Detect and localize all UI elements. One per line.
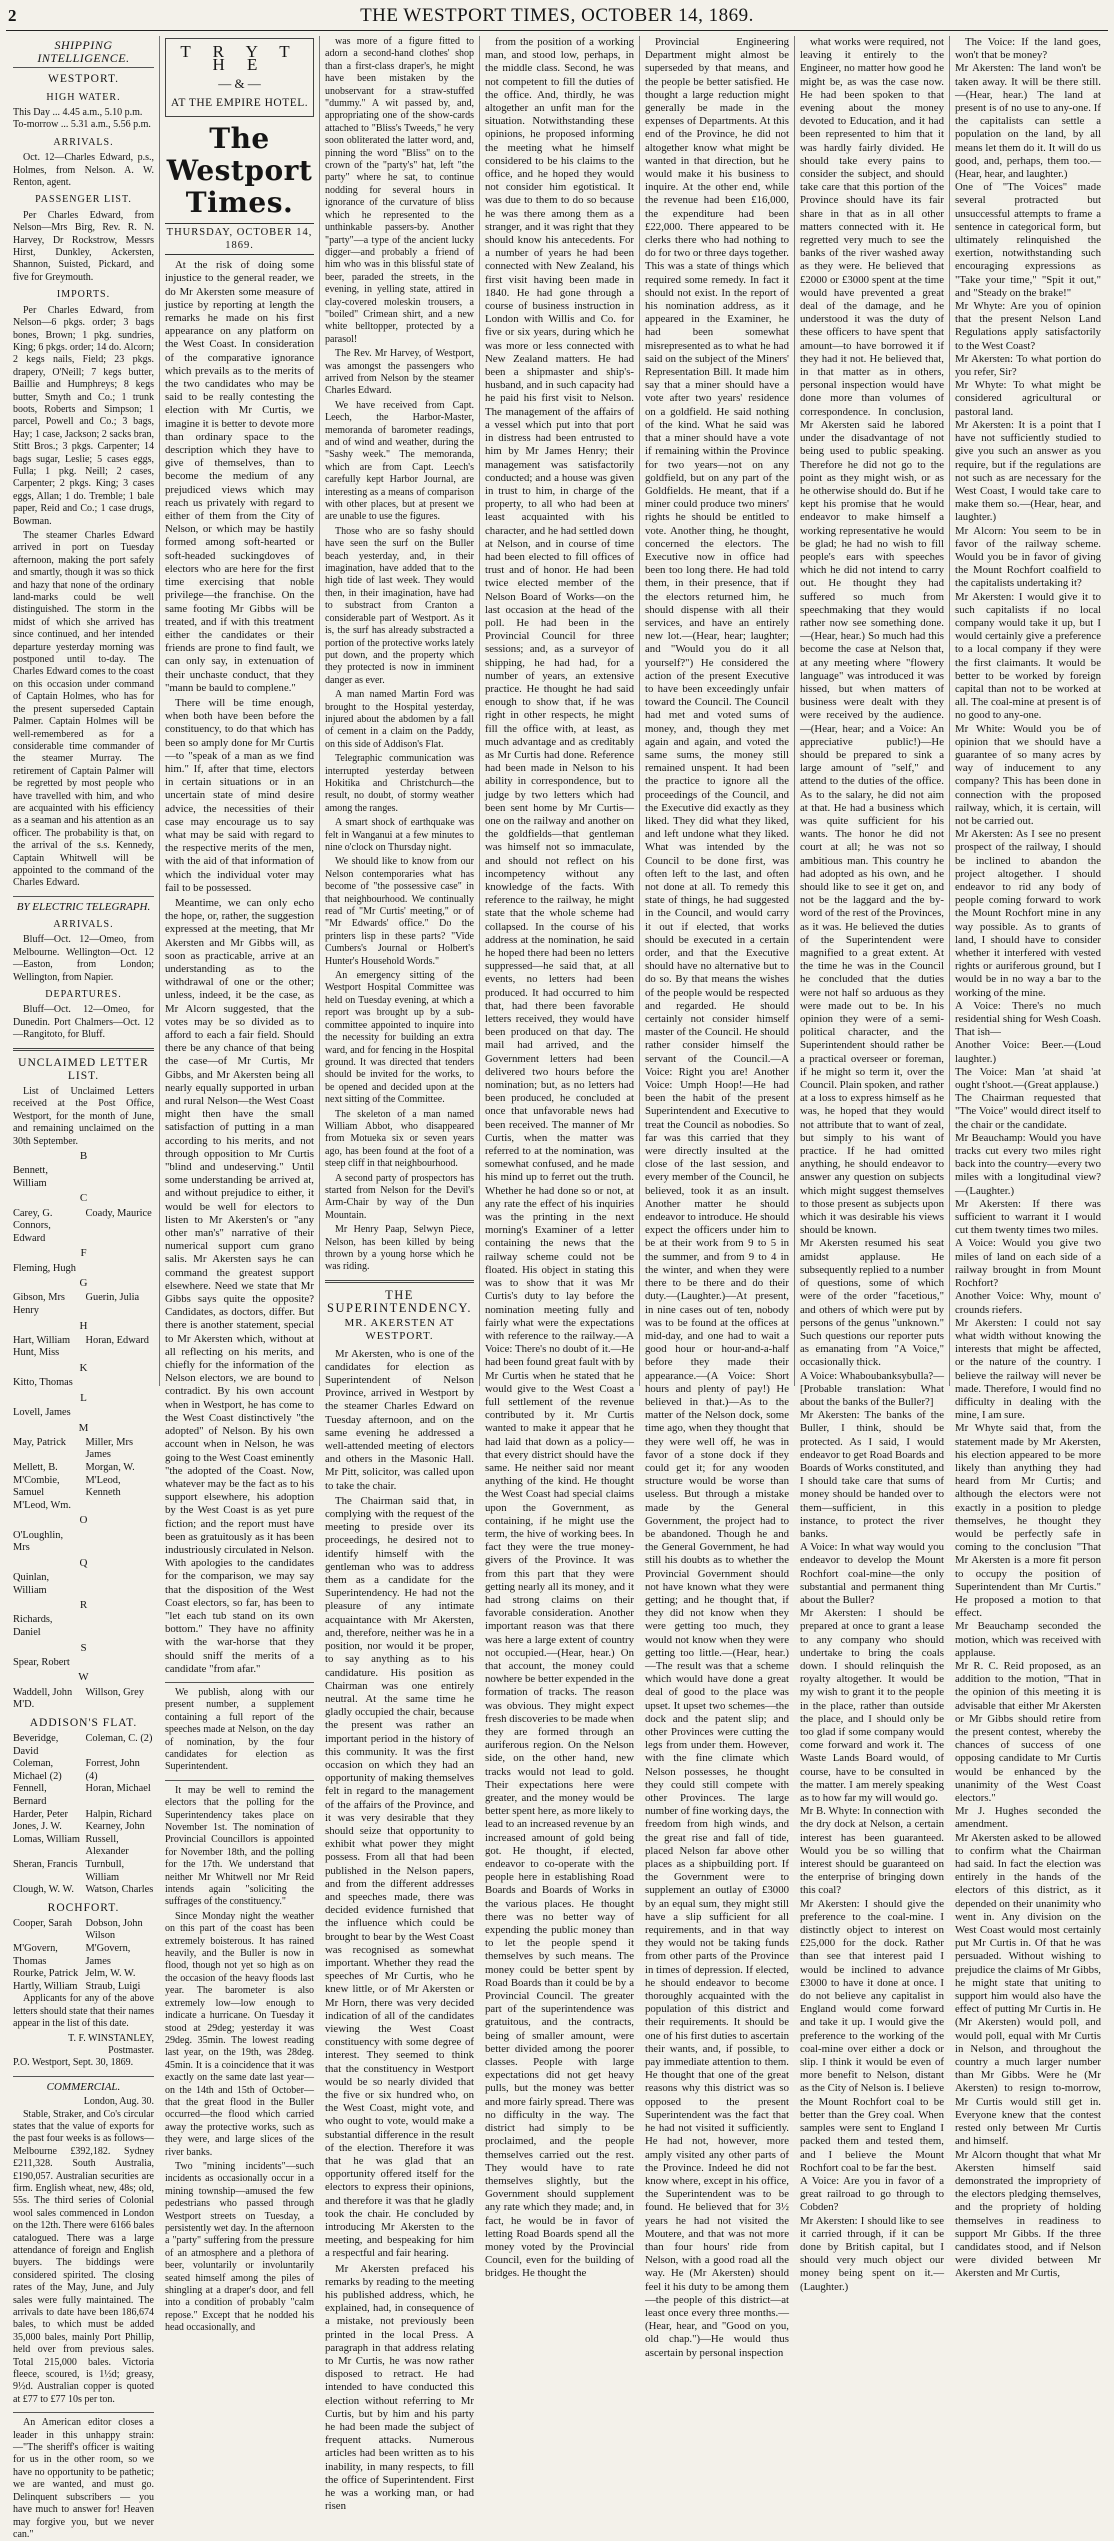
addressee-name: Willson, Grey [85,1686,144,1698]
letter-heading: R [79,1599,88,1612]
ad-ampersand: — & — [218,76,261,92]
unclaimed-title: UNCLAIMED LETTER LIST. [18,1056,149,1082]
page-header [6,4,1108,31]
news-p5: A man named Martin Ford was brought to the Hospital yesterday, injured about the abdomen by a fall of cement in a claim on the Paddy, on this side of Addison's Flat. [325,689,474,750]
letter-heading: O [79,1514,88,1527]
addressee-name [86,1407,155,1420]
addressee-name: Horan, Michael [85,1783,151,1795]
tide-times: This Day ... 4.45 a.m., 5.10 p.m. To-morrow ... 5.31 a.m., 5.56 p.m. [13,107,151,131]
masthead: THE WESTPORT TIMES, OCTOBER 14, 1869. [360,5,754,26]
letter-name-grid [13,1687,154,1712]
news-p6: Two "mining incidents"—such incidents as occasionally occur in a mining township—amused the few pedestrians who passed through Westport streets on Tuesday, a persistently wet day. In the afternoon a "party" suffering from the pressure of an atmosphere and a plethora of beer, voluntarily or involuntarily seated himself among the piles of shingling at a draper's door, and fell into a condition of probably "calm repose." Except that he nodded his head occasionally, and [165,2160,314,2334]
addressee-name: Coady, Maurice [85,1207,152,1219]
empire-hotel-ad [165,38,314,117]
page-number: 2 [8,6,17,25]
addressee-name: M'Combie, Samuel [13,1474,60,1499]
letter-heading: B [79,1150,88,1163]
addisons-list [13,1733,154,1897]
tel-departures-text: Bluff—Oct. 12—Omeo, for Dunedin. Port Chalmers—Oct. 12—Rangitoto, for Bluff. [13,1004,154,1041]
addressee-name: M'Govern, James [85,1943,131,1967]
addressee-name: Fennell, Bernard [13,1783,47,1807]
addressee-name: Forrest, John (4) [85,1758,140,1782]
addressee-name: Lovell, James [13,1407,71,1419]
letter-heading: F [80,1247,87,1260]
addressee-name [86,1220,155,1245]
addressee-name: Waddell, John M'D. [13,1686,73,1711]
addressee-name: Fleming, Hugh [13,1262,76,1274]
arrivals-heading: ARRIVALS. [53,136,114,148]
rochfort-title: ROCHFORT. [47,1901,120,1914]
news-p7: A smart shock of earthquake was felt in Wanganui at a few minutes to nine o'clock on Thursday night. [325,817,474,853]
letter-name-grid [13,1208,154,1246]
letter-name-grid [13,1657,154,1670]
letter-heading: W [78,1671,89,1684]
news-p6: Telegraphic communication was interrupted yesterday between Hokitika and Christchurch—the result, no doubt, of stormy weather among the ranges. [325,753,474,814]
addressee-name: Russell, Alexander [85,1833,129,1858]
letter-name-grid [13,1572,154,1597]
high-water-heading: HIGH WATER. [46,91,121,103]
news-p1: was more of a figure fitted to adorn a second-hand clothes' shop than a first-class draper's, he might have been mistaken by the unobservant for a straw-stuffed "dummy." A wit passed by, and, appropriating one of the show-cards attached to "Bliss's Tweeds," he very soon obliterated the latter word, and, pinning the word "Bliss" on to the crown of the "party's" hat, left "the party" where he sat, to continue nodding for several hours in ignorance of the curvature of bliss which he represented to the unthinkable passers-by. Another "party"—a type of the ancient lucky digger—and probably a friend of him who was in this blissful state of beer, paraded the streets, in the evening, in yelling state, attired in clay-covered moleskin trousers, a "boiled" Crimean shirt, and a new white belltopper, protected by a parasol! [325,36,474,345]
tel-arrivals-heading: ARRIVALS. [53,919,114,930]
addressee-name: Morgan, W. [85,1462,135,1474]
report-p14: The Chairman said that, in complying with the request of the meeting to preside over its proceedings, he desired not to identify himself with the gentleman who was to address them as a candidate for the Superintendency. He had not the pleasure of any intimate acquaintance with Mr Akersten, and, therefore, neither was he in a position, nor would it be proper, to say anything as to his candidature. His position as Chairman was one entirely neutral. At the same time he gladly occupied the chair, because the present was rather an important period in the history of this community. It was the first occasion on which they had an opportunity of making themselves felt in regard to the management of the affairs of the Province, and it was very desirable that they should seize that opportunity to exhibit what power they might possess. From all that had been published in the Nelson papers, and from the different addresses and speeches made, there was decided evidence furnished that the influence which could be brought to bear by the West Coast was recognised as somewhat important. Whether they read the speeches of Mr Curtis, who he knew little, or of Mr Akersten or Mr Horn, there was very decided indication of all of the candidates viewing the West Coast constituency with some degree of interest. They seemed to think that the constituency in Westport would be so nearly divided that the five or six hundred who, on the West Coast, might vote, and who ought to vote, would make a substantial difference in the result of the election. Therefore it was that he was glad that an opportunity offered itself for the electors to express their opinions, and therefore it was that he gladly took the chair. He concluded by introducing Mr Akersten to the meeting, and bespeaking for him a respectful and fair hearing. [325,1494,474,2260]
letter-name-grid [13,1335,154,1360]
signature-date: P.O. Westport, Sept. 30, 1869. [13,2057,134,2069]
addressee-name [86,1572,155,1597]
news-p8: We should like to know from our Nelson contemporaries what has become of "the possessive case" in that neighbourhood. We continually read of "Mr Curtis' meeting," or of "Mr Edwards' office." Do the printers lisp in these parts? "Vide Cumbers's Journal or Holbert's Hunter's Household Words." [325,856,474,967]
addressee-name: Horan, Edward [85,1334,149,1346]
ad-try-text: T R Y T H E [180,42,299,75]
editorial-p1: At the risk of doing some injustice to the general reader, we do Mr Akersten some measure of justice by reporting at length the remarks he made on his first appearance on any platform on the West Coast. In consideration of the comparative ignorance which prevails as to the merits of the two candidates who may be said to be really contesting the election with Mr Curtis, we imagine it is better to devote more than ordinary space to the description which they have to give of themselves, than to become the medium of any prejudiced views which may reach us privately with regard to either of them from the City of Nelson, or which may be hastily formed among soft-hearted or soft-headed suckingdoves of electors who are here for the first time exercising that noble privilege—the franchise. On the same footing Mr Gibbs will be treated, and if with this treatment either the candidates or their friends are prone to find fault, we can only say, in extenuation of their unchaste conduct, that they "mann be bauld to complene." [165,259,314,694]
letter-heading: H [79,1319,88,1332]
editor-paragraph: An American editor closes a leader in this unhappy strain:—"The sheriff's officer is waiting for us in the other room, so we have no opportunity to be pathetic; we are wanted, and must go. Delinquent subscribers — you have much to answer for! Heaven may forgive you, but we never can." [13,2417,154,2540]
news-p10: The skeleton of a man named William Abbot, who disappeared from Motueka six or seven years ago, has been found at the foot of a steep cliff in that neighbourhood. [325,1108,474,1170]
report-p13: Mr Akersten, who is one of the candidates for election as Superintendent of Nelson Province, arrived in Westport by the steamer Charles Edward on Tuesday afternoon, and on the same evening he addressed a well-attended meeting of electors and others in the Masonic Hall. Mr Pitt, solicitor, was called upon to take the chair. [325,1347,474,1492]
addressee-name: Gibson, Mrs Henry [13,1292,65,1317]
letter-name-grid [13,1263,154,1276]
tel-departures-heading: DEPARTURES. [45,989,122,1001]
news-p4: Those who are so fashy should have seen the surf on the Buller beach yesterday, and, in their imagination, have added that to the high tide of last week. They would then, in their imagination, have had to substract from Cranton a considerable part of Westport. As it is, the surf has already substracted a portion of the protective works lately put down, and the property which they protected is now in imminent danger as ever. [325,525,474,686]
superintendency-heading: THE SUPERINTENDENCY. [327,1287,472,1316]
arrivals-text: Oct. 12—Charles Edward, p.s., Holmes, from Nelson. A. W. Renton, agent. [13,152,154,189]
news-p2: The Rev. Mr Harvey, of Westport, was amongst the passengers who arrived from Nelson by the steamer Charles Edward. [325,348,474,397]
addressee-name: Hartly, William [13,1980,78,1992]
addressee-name: Sheran, Francis [13,1858,78,1870]
addressee-name: Halpin, Richard [85,1808,152,1820]
report-continued-5: Provincial Engineering Department might almost be superseded by that means, and the people be better satisfied. He thought a large reduction might generally be made in the expenses of Departments. At this end of the Province, he did not altogether know what might be wanted in that direction, but he would make it his business to inquire. At the other end, while the revenue had been £16,000, the expenditure had been £22,000. There appeared to be clerks there who had nothing to do for two or three days together. This was a state of things which required some remedy. In fact it should not exist. In the report of his nomination address, as it appeared in the Examiner, he had been somewhat misrepresented as to what he had said on the subject of the Miners' Representation Bill. It made him say that a miner should have a vote after two years' residence on a goldfield. He said nothing of the kind. What he said was that a miner should have a vote if remaining within the Province for two years—not on any goldfield, but on any part of the Goldfields. He meant, that if a miner could produce two miners' rights he should be entitled to vote. Another thing, he thought, concerned the electors. The Executive now in office had been too long there. He had told them, in their presence, that if the electors returned him, he should dispense with all their services, and have an entirely new lot.—(Hear, hear; laughter; and "Would you do it all yourself?") He considered the action of the present Executive to have been exceedingly unfair toward the Council. The Council had met and voted sums of money, and, though they met again and again, and voted the same sums, the money still remained unspent. It had been the practice to ignore all the proceedings of the Council, and the Executive did exactly as they liked. They did what they liked, and left undone what they liked. What was intended by the Council to be done first, was often left to the last, and often not done at all. To remedy this state of things, he had suggested in the Council, and would carry it out if elected, that works should be executed in a certain order, and that the Executive should have no alternative but to do so. By that means the wishes of the people would be respected and regarded. He should certainly not consider himself master of the Council. He should rather consider himself the servant of the Council.—A Voice: Right you are! Another Voice: Umph Hoop!—He had been the habit of the present Superintendent and Executive to treat the Council as nobodies. So far was this carried that they were directly insulted at the close of the last session, and every member of the Council, he believed, took it as an insult. Another matter he should endeavor to introduce. He should expect the officers under him to be at their work from 9 to 5 in the summer, and from 9 to 4 in the winter, and when they were there to be there and do their duty.—(Laughter.)—At present, in nine cases out of ten, nobody was to be found at the offices at mid-day, and one had to wait a good hour or hour-and-a-half before they made their appearance.—(A Voice: Short hours and plenty of pay!) He believed in that.)—As to the matter of the Nelson dock, some time ago, when they thought that they were well off, he was in favor of a stone dock if they could get it; for any wooden structure would be worse than useless. But through a mistake made by the General Government, the project had to be abandoned. Though he and the General Government, he had still his doubts as to whether the Provincial Government should not have known what they were getting; and he thought that, if they did not know when they were getting too much, they would not know when they were getting too little.—(Hear, hear.)—The result was that a scheme which would have done a great deal of good to the place was upset. It upset two schemes—the dock and the patent slip; and other Provinces were cutting the legs from under them. However, with the fine climate which Nelson possesses, he thought they could still compete with other Provinces. The large number of fine working days, the freedom from high winds, and the great rise and fall of tide, placed Nelson far above other places as a shipbuilding port. If the Government were to supplement an outlay of £3000 by an equal sum, they might still have a slip sufficient for all requirements, and in that way they would not be taking funds from other parts of the Province in times of depression. If elected, he should endeavor to become thoroughly acquainted with the population of this district and their requirements. It should be one of his first duties to ascertain their wants, and, if possible, to pay immediate attention to them. He thought that one of the great reasons why this district was so opposed to the present Superintendent was the fact that he had not visited it sufficiently. He had not, however, more amply visited any other parts of the Province. Indeed he did not know where, except in his office, the Superintendent was to be found. He believed that for 3½ years he had not visited the Moutere, and that was not more than four hours' ride from Nelson, with a good road all the way. He (Mr Akersten) should feel it his duty to be among them—the people of this district—at least once every three months.—(Hear, hear, and "Good on you, old chap.")—He would thus ascertain by personal inspection [645,36,789,2359]
ad-hotel-text: AT THE EMPIRE HOTEL. [170,96,309,109]
addressee-name [86,1657,155,1670]
column-1 [8,36,160,2540]
addisons-title: ADDISON'S FLAT. [29,1716,138,1729]
addressee-name: Coleman, C. (2) [85,1732,153,1744]
telegraph-title: BY ELECTRIC TELEGRAPH. [16,900,151,913]
addressee-name: M'Leod, Kenneth [85,1474,121,1499]
report-continued-6: what works were required, not leaving it entirely to the Engineer, no matter how good he might be, as was the case now. He had been spoken to that evening about the money devoted to Education, and it had been represented to him that it was hardly fairly divided. He should take every pains to consider the subject, and should take care that this portion of the Province should have its fair share in that as in all other matters connected with it. He regretted very much to see the banks of the river washed away as they were. He believed that £2000 or £3000 spent at the time would have prevented a great deal of the damage, and he understood it was the duty of these officers to have spent that amount—to have borrowed it if they had it not. He believed that, in that matter as in others, personal inspection would have done more than volumes of correspondence. In conclusion, Mr Akersten said he labored under the disadvantage of not being used to public speaking. Therefore he did not go to the point as they might wish, or as he otherwise should do. But if he kept his promise that he would endeavor to make himself a working representative he would be glad; he had no wish to fill people's ears with speeches which he did not intend to carry out. He thought they had suffered so much from speechmaking that they would rather now see something done.—(Hear, hear.) So much had this become the case at Nelson that, at any meeting where "flowery language" was introduced it was hissed, but when matters of business were dealt with they were received by the audience.—(Hear, hear; and a Voice: An appreciative public!)—He should be prepared to sink a large amount of "self," and attend to the duties of the office. As to the salary, he did not aim at that. He had a business which was quite sufficient for his wants. The honor he did not court at all; he was not so ambitious man. This country he had adopted as his own, and he should like to see it get on, and not be the laggard and the by-word of the rest of the Provinces, as it was. He believed the duties of the Superintendent were magnified to a great extent. At the time he was in the Council he concluded that the duties were not half so arduous as they were made out to be. In his opinion they were of a semi-political character, and the Superintendent should rather be a practical overseer or foreman, if he might so term it, over the Council. Plain spoken, and rather at a loss to express himself as he was, he hoped that they would not attribute that to want of zeal, but simply to his want of practice. If he had omitted anything, he should endeavor to answer any question on subjects which might suggest themselves to those present as subjects upon which it was desirable his views should be known. Mr Akersten resumed his seat amidst applause. He subsequently replied to a number of questions, some of which were of the order "facetious," and others of which were put by persons of the genus "unknown." Such questions our reporter puts as emanating from "A Voice," occasionally thick. A Voice: Whaboubanksybulla?—[Probable translation: What about the banks of the Buller?] Mr Akersten: The banks of the Buller, I think, should be protected. As I said, I would endeavor to get Road Boards and Boards of Works constituted, and I should take care that sums of money should be handed over to them—sufficient, in this instance, to protect the river banks. A Voice: In what way would you endeavor to develop the Mount Rochfort coal-mine—the only substantial and permanent thing about the Buller? Mr Akersten: I should be prepared at once to grant a lease to any company who should undertake to bring the coals down. I should relinquish the royalty altogether. It would be my wish to grant it to the people in the place, rather than outside the place, and I should only be too glad if some company would come forward and work it. The Waste Lands Board would, of course, have to be consulted in the matter. I am merely speaking as to how far my will would go. Mr B. Whyte: In connection with the dry dock at Nelson, a certain interest has been guaranteed. Would you be so willing that interest should be guaranteed on the enterprise of bringing down this coal? Mr Akersten: I should give the preference to the coal-mine. I distinctly object to interest on £25,000 for the dock. Rather than see that interest paid I would be inclined to advance £3000 to have it done at once. I do not believe any capitalist in England would come forward and take it up. I would give the preference to the working of the coal-mine over either a dock or slip. I think it would be even of more benefit to Nelson, distant as the City of Nelson is. I believe the Mount Rochfort coal to be better than the Grey coal. When samples were sent to England I packed them and tested them, and I believe the Mount Rochfort coal to be far the best. A Voice: Are you in favor of a great railroad to go through to Cobden? Mr Akersten: I should like to see it carried through, if it can be done by British capital, but I should very much object our money being spent on it.—(Laughter.) [800,36,944,2293]
columns [8,36,1106,2540]
addressee-name: Spear, Robert [13,1656,70,1668]
paper-title: The Westport Times. [166,121,313,219]
letter-name-grid [13,1165,154,1190]
applicants-note: Applicants for any of the above letters should state that their names appear in the list of this date. [13,1993,154,2030]
passenger-text: Per Charles Edward, from Nelson—Mrs Birg, Rev. R. N. Harvey, Dr Rockstrow, Messrs Hirst, Dunkley, Ackersten, Shannon, Suisted, Pickard, and five for Greymouth. [13,209,154,283]
addressee-name: Miller, Mrs James [85,1436,133,1461]
addressee-name [86,1530,155,1555]
letter-heading: C [79,1192,88,1205]
report-p15: Mr Akersten prefaced his remarks by reading to the meeting his published address, which, he explained, had, in consequence of a mistake, not previously been printed in the local Press. A paragraph in that address relating to Mr Curtis, he was now rather disposed to retract. He had intended to have conducted this election without referring to Mr Curtis, but by him and his party he had been made the subject of frequent attacks. Numerous articles had been written as to his inability, in many respects, to fill the office of Superintendent. First he was a working man, or had risen [325,2262,474,2513]
editorial-p2: There will be time enough, when both have been before the constituency, to do that which has been so amply done for Mr Curtis—to "speak of a man as we find him." If, after that time, electors in certain situations or in an uncertain state of mind desire advice, the necessities of their case may encourage us to say what may be said with regard to the respective merits of the men, with the aid of that information of which the individual voter may fail to be possessed. [165,696,314,894]
news-p4: It may be well to remind the electors that the polling for the Superintendency takes place on November 1st. The nomination of Provincial Councillors is appointed for November 18th, and the polling for the 17th. We understand that neither Mr Whitwell nor Mr Reid intends again "soliciting the suffrages of the constituency." [165,1784,314,1908]
column-2 [160,36,320,2334]
akersten-subheading: MR. AKERSTEN AT WESTPORT. [344,1317,455,1343]
news-p12: Mr Henry Paap, Selwyn Piece, Nelson, has been killed by being thrown by a young horse which he was riding. [325,1224,474,1273]
shipping-title: SHIPPING INTELLIGENCE. [13,39,154,68]
addressee-name [86,1377,155,1390]
letter-name-grid [13,1377,154,1390]
report-continued-4: from the position of a working man, and stood low, perhaps, in the middle class. Second, he was not competent to fill the duties of the office. And, thirdly, he was altogether an unfit man for the situation. Notwithstanding these opinions, he proposed informing the meeting what he himself considered to be his claims to the office, and he hoped they would not consider him egotistical. It was due to them to do so because he was there among them as a stranger, and it was right that they should know his antecedents. For a number of years he had been connected with New Zealand, his first visit having been made in 1840. He had gone through a course of business instruction in London with Willis and Co. for five or six years, during which he was more or less connected with New Zealand matters. He had been a shipmaster and ship's-husband, and in such capacity had he paid his first visit to Nelson. The management of the affairs of a vessel which put into that port in distress had been entrusted to him by Mr James Henry; their management was satisfactorily conducted; and a house was given in trust to him, in charge of the property, to all who had been at least acquainted with his character, and he had settled down at Nelson, and in course of time had been elected to fill offices of trust and of honor. He had been twice elected member of the Nelson Board of Works—on the last occasion at the head of the poll. He had been in the Provincial Council for three sessions; and, as a surveyor of shipping, he had had, for a number of years, an extensive practice. He thought he had said enough to show that, if he was right in other respects, he might fill the office with, at least, as much advantage and as creditably as Mr Curtis had done. Reference had been made in Nelson to his ability in correspondence, but to judge by two letters which had been sent home by Mr Curtis—one on the railway and another on the goldfields—that gentleman was himself not so immaculate, and should not reflect on his incompetency without any knowledge of the facts. With reference to the railway, he might state that the whole scheme had collapsed. In the course of his address at the nomination, he said he hoped there had been no letters suppressed—he said that, at all events, no letters had been produced. It had occurred to him that, had there been favorable letters received, they would have been produced on that day. The mail had arrived, and the Government letters had been delivered two hours before the nomination; but, as no letters had been produced, he concluded at once that unfavorable news had been received. The manner of Mr Curtis, when the matter was referred to at the nomination, was somewhat confused, and he made his mind up to ferret out the truth. Whether he had done so or not, at any rate the effect of his inquiries was the printing in the next morning's Examiner of a letter containing the news that the railway scheme could not be floated. His object in stating this was to show that it was Mr Curtis's duty to lay before the nomination meeting fully and fairly what were the expectations with reference to the railway.—A Voice: There's no doubt of it.—He had been found great fault with by Mr Curtis when he stated that he would give to the West Coast a full settlement of the revenue contributed by it. Mr Curtis wanted to make it appear that he had laid that down as a policy—that every district should have the same. He neither said nor meant anything of the kind. He thought the West Coast had special claims upon the Government, as containing, if he might use the term, the hive of working bees. In fact they were the true money-givers of the Province. It was from this part that they were getting nearly all its money, and it had strong claims on their favorable consideration. Another important reason was that there was here a large extent of country not occupied.—(Hear, hear.) On that account, the money could nowhere be better expended in the formation of tracks. The reason was obvious. They might expect fresh discoveries to be made when they are formed through an auriferous region. On the Nelson side, on the other hand, new tracks would not lead to gold. Their expectations here were greater, and the money would be better spent here, as more likely to lead to an increased revenue by an increased amount of gold being got. He thought, if elected, endeavor to co-operate with the people here in establishing Road Boards and Boards of Works in the various places. He thought there was no better way of expending the public money than to let the people spend it themselves by such means. The money could be better spent by Road Boards than it could be by a Provincial Council. The greater part of the superintendence was gratuitous, and the contracts, being of smaller amount, were better divided among the poorer classes. People with large expectations did not get heavy pulls, but the money was better and more fairly spread. There was no difficulty in the way. The district had simply to be proclaimed, and the people themselves carried out the rest. They would have to rate themselves slightly, but the Government should supplement any rate which they made; and, in fact, he would be in favor of letting Road Boards spend all the money voted by the Provincial Council, even for the building of bridges. He thought the [485,36,635,2280]
column-5 [640,36,795,2359]
addressee-name: Kearney, John [85,1821,145,1833]
news-p3: We have received from Capt. Leech, the Harbor-Master, memoranda of barometer readings, and of wind and weather, during the "Sashy week." The memoranda, which are from Capt. Leech's carefully kept Harbor Journal, are interesting as a means of comparison with other places, but at present we are unable to use the figures. [325,399,474,523]
addressee-name: M'Govern, Thomas [13,1943,58,1967]
addressee-name: Jelm, W. W. [85,1968,136,1980]
addressee-name: Watson, Charles [85,1884,154,1896]
news-p11: A second party of prospectors has started from Nelson for the Devil's Arm-Chair by way of the Dun Mountain. [325,1172,474,1221]
addressee-name: Carey, G. [13,1207,53,1219]
news-p5: Since Monday night the weather on this part of the coast has been extremely boisterous. It has rained heavily, and the Buller is now in flood, though not yet so high as on the occasion of the heavy floods last year. The barometer is also extremely low—low enough to indicate a hurricane. On Tuesday it stood at 29deg; yesterday it was 29deg. 35min. The lowest reading last year, on the 19th, was 28deg. 45min. It is a coincidence that it was exactly on the same date last year—on the 14th and 15th of October—that the great flood in the Buller occurred—the flood which carried away the protective works, such as they were, and large slices of the river banks. [165,1910,314,2158]
letter-name-grid [13,1407,154,1420]
addressee-name: Dobson, John Wilson [85,1917,143,1942]
commercial-dateline: London, Aug. 30. [83,2096,154,2108]
addressee-name: Lomas, William [13,1833,80,1845]
addressee-name: Hunt, Miss [13,1347,60,1359]
letter-heading: L [80,1391,87,1404]
issue-dateline: THURSDAY, OCTOBER 14, 1869. [165,223,314,255]
news-p9: An emergency sitting of the Westport Hospital Committee was held on Tuesday evening, at which a report was brought up by a sub-committee appointed to inquire into the necessity for building an extra ward, and for fencing in the Hospital ground. It was directed that tenders should be invited for the works, to be opened and decided upon at the next sitting of the Committee. [325,970,474,1106]
addressee-name: Hart, William [13,1334,71,1346]
letter-heading: K [79,1362,88,1375]
column-6 [795,36,950,2293]
tel-arrivals-text: Bluff—Oct. 12—Omeo, from Melbourne. Wellington—Oct. 12—Easton, from London; Wellington, from Napier. [13,934,154,983]
commercial-text: Stable, Straker, and Co's circular states that the value of exports for the past four weeks is as follows—Melbourne £392,182. Sydney £211,328. South Australia, £190,057. Australian securities are firm. English wheat, new, 48s; old, 55s. The third series of Colonial wool sales commenced in London on the 12th. There were 6166 bales catalogued. There was a large attendance of foreign and English buyers. The biddings were considered spirited. The closing rates of the May, June, and July sales were fully maintained. The arrivals to date have been 186,674 bales, to which must be added 35,000 bales, mainly Port Phillip, held over from previous sales. Total 215,000 bales. Victoria fleece, scoured, is 1½d; greasy, 9½d. Australian copper is quoted at £77 to £77 10s per ton. [13,2108,154,2405]
passenger-heading: PASSENGER LIST. [35,194,132,206]
unclaimed-intro: List of Unclaimed Letters received at the Post Office, Westport, for the month of June, and remaining unclaimed on the 30th September. [13,1086,154,1147]
addressee-name [86,1500,155,1513]
column-3 [320,36,480,2513]
addressee-name: Connors, Edward [13,1220,51,1244]
report-continued-7: The Voice: If the land goes, won't that be money? Mr Akersten: The land won't be taken away. It will be there still.—(Hear, hear.) The land at present is of no use to any-one. If the capitalists can settle a population on the land, by all means let them do it. It will do us good, and, perhaps, them too.—(Hear, hear, and laughter.) One of "The Voices" made several protracted but unsuccessful attempts to frame a sentence in categorical form, but ultimately relinquished the exertion, notwithstanding such encouraging expressions as "Take your time," "Spit it out," and "Steady on the brake!" Mr Whyte: Are you of opinion that the present Nelson Land Regulations apply satisfactorily to the West Coast? Mr Akersten: To what portion do you refer, Sir? Mr Whyte: To what might be considered agricultural or pastoral land. Mr Akersten: It is a point that I have not sufficiently studied to give you such an answer as you require, but if the regulations are not such as are necessary for the West Coast, I would take care to make them so.—(Hear, hear, and laughter.) Mr Alcorn: You seem to be in favor of the railway scheme. Would you be in favor of giving the Mount Rochfort coalfield to the capitalists undertaking it? Mr Akersten: I would give it to such capitalists if no local company would take it up, but I would certainly give a preference to a local company if they were the first claimants. It would be better to be worked by foreign capital than not to be worked at all. The coal-mine at present is of no good to any-one. Mr White: Would you be of opinion that we should have a guarantee of so many acres by way of inducement to any company? This has been done in connection with the proposed railway, which, it is certain, will not be carried out. Mr Akersten: As I see no present prospect of the railway, I should be inclined to abandon the project altogether. I should endeavor to rid any body of people coming forward to work the Mount Rochfort mine in any way possible. As to grants of land, I should have to consider whether it interfered with vested rights or auriferous ground, but I would be in no way a bar to the working of the mine. A Voice: There's no much residential shing for Wesh Coash. That ish— Another Voice: Beer.—(Loud laughter.) The Voice: Man 'at shaid 'at ought t'shoot.—(Great applause.) The Chairman requested that "The Voice" would direct itself to the chair or the candidate. Mr Beauchamp: Would you have tracks cut every two miles right back into the country—every two miles with a longitudinal view?—(Laughter.) Mr Akersten: If there was sufficient to warrant it I would cut them twenty times two miles. A Voice: Would you give two miles of land on each side of a railway brought in from Mount Rochfort? Another Voice: Why, mount o' crounds riefers. Mr Akersten: I could not say what width without knowing the interests that might be affected, or the nature of the country. I believe the railway will never be made. Therefore, I would find no difficulty in dealing with the mine, I am sure. Mr Whyte said that, from the statement made by Mr Akersten, his election appeared to be more likely than anything they had heard from Mr Curtis; and although the electors were not exactly in a position to pledge themselves, he thought they would be perfectly safe in coming to the conclusion "That Mr Akersten is a more fit person to occupy the position of Superintendent than Mr Curtis." He proposed a motion to that effect. Mr Beauchamp seconded the motion, which was received with applause. Mr R. C. Reid proposed, as an addition to the motion, "That in the opinion of this meeting it is advisable that either Mr Akersten or Mr Gibbs should retire from the present contest, whereby the chances of success of one opposing candidate to Mr Curtis would be enhanced by the unanimity of the West Coast electors." Mr J. Hughes seconded the amendment. Mr Akersten asked to be allowed to confirm what the Chairman had said. In fact the election was entirely in the hands of the electors of this district, as it depended on their unanimity who went in. Any division on the West Coast would most certainly put Mr Curtis in. Of that he was persuaded. Without wishing to prejudice the claims of Mr Gibbs, he might state that uniting to support him would also have the effect of putting Mr Curtis in. He (Mr Akersten) would poll, and would poll, equal with Mr Curtis in Nelson, and throughout the country a much larger number than Mr Gibbs. Were he (Mr Akersten) to resign to-morrow, Mr Curtis would still get in. Everyone knew that the contest rested only between Mr Curtis and himself. Mr Alcorn thought that what Mr Akersten himself said demonstrated the impropriety of the electors pledging themselves, and the propriety of holding themselves in readiness to support Mr Gibbs. If the three candidates stood, and if Nelson were divided between Mr Akersten and Mr Curtis, [955,36,1101,2280]
addressee-name [86,1614,155,1639]
addressee-name: May, Patrick [13,1436,66,1448]
letter-name-grid [13,1437,154,1513]
editorial-p3: Meantime, we can only echo the hope, or, rather, the suggestion expressed at the meeting, that Mr Akersten and Mr Gibbs will, as soon as practicable, arrive at an understanding as to the withdrawal of one or the other; unless, indeed, it be the case, as Mr Alcorn suggested, that the votes may be so divided as to afford to each a fair field. Should there be any chance of that being the case—of Mr Curtis, Mr Gibbs, and Mr Akersten being all nearly equally supported in urban and rural Nelson—the West Coast might then have the small satisfaction of putting in a man according to his merits, and not through opposition to Mr Curtis "blind and undeserving." Until some understanding be arrived at, and without prejudice to either, it would be well for electors to listen to Mr Akersten's or "any other man's" narrative of their numerical support cum grano salis. Mr Akersten says he can command the greatest support elsewhere. Need we state that Mr Gibbs says quite the opposite? Candidates, as doctors, differ. But there is another statement, special to Mr Akersten which, without at all reflecting on his merits, and chiefly for the information of the Nelson electors, we are bound to contradict. By his own account when in Westport, he has come to the West Coast distinctively "the adopted" of Nelson. By his own account when in Nelson, he was going to the West Coast eminently "the adopted of the Coast. Now, whatever may be the fact as to his support elsewhere, his adoption by the West Coast is as yet pure fiction; and the report must have been as gratuitously as it has been industriously circulated in Nelson. With apologies to the candidates for the comparison, we may say that the disposition of the West Coast electors, so far, has been to "let each tub stand on its own bottom." They have no affinity with the war-horse that they should sniff the merits of a candidate "from afar." [165,896,314,1675]
addressee-name: Kitto, Thomas [13,1377,73,1389]
letter-heading: G [79,1277,88,1290]
addressee-name: M'Leod, Wm. [13,1499,71,1511]
addressee-name: Rourke, Patrick [13,1968,79,1980]
letter-name-grid [13,1292,154,1317]
addressee-name: Clough, W. W. [13,1884,74,1896]
addressee-name: Harder, Peter [13,1808,68,1820]
steamer-paragraph: The steamer Charles Edward arrived in port on Tuesday afternoon, making the port safely and smartly, though it was so thick and hazy that none of the ordinary land-marks could be well distinguished. The storm in the midst of which she arrived has since continued, and her intended departure yesterday morning was postponed until to-day. The Charles Edward comes to the coast on this occasion under command of Captain Holmes, who has for the present superseded Captain Palmer. Captain Holmes will be well-remembered as for a considerable time commander of the steamer Murray. The retirement of Captain Palmer will be regretted by most people who have travelled with him, and who are acquainted with his efficiency as a seaman and his attention as an officer. The probability is that, on the arrival of the s.s. Kennedy, Captain Whitwell will be appointed to the command of the Charles Edward. [13,530,154,889]
supplement-notice: We publish, along with our present number, a supplement containing a full report of the speeches made at Nelson, on the day of nomination, by the four candidates for election as Superintendent. [165,1686,314,1773]
imports-text: Per Charles Edward, from Nelson—6 pkgs. order; 3 bags bones, Brown; 1 pkg. sundries, King; 6 pkgs. order; 14 do. Alcorn; 2 kegs nails, Field; 23 pkgs. drapery, O'Neill; 7 kegs butter, Baillie and Humphreys; 8 kegs butter, Smyth and Co.; 1 trunk boots, Roberts and Simpson; 1 parcel, Powell and Co.; 3 bags, Hay; 1 case, Jackson; 2 sacks bran, Stitt Bros.; 3 pkgs. Carpenter; 14 bags sugar, Leslie; 5 cases eggs, Fulla; 1 pkg. Neill; 2 cases, Carpenter; 2 pkgs. King; 3 cases eggs, Allan; 1 do. Tremble; 1 bale paper, Reid and Co.; 1 case drugs, Bowman. [13,304,154,527]
column-7 [950,36,1106,2280]
addressee-name: Richards, Daniel [13,1614,53,1638]
addressee-name: Mellett, B. [13,1462,58,1474]
letter-name-grid [13,1614,154,1639]
imports-heading: IMPORTS. [56,289,111,301]
addressee-name: Jones, J. W. [13,1821,62,1833]
westport-heading: WESTPORT. [47,73,120,86]
letter-heading: M [78,1421,89,1434]
addressee-name [86,1347,155,1360]
letter-list [13,1150,154,1712]
addressee-name: Bennett, William [13,1165,48,1189]
addressee-name: Cooper, Sarah [13,1917,73,1929]
addressee-name: O'Loughlin, Mrs [13,1529,64,1554]
commercial-title: COMMERCIAL. [46,2080,121,2093]
addressee-name: Guerin, Julia [85,1292,140,1304]
letter-heading: Q [79,1556,88,1569]
addressee-name: Quinlan, William [13,1572,50,1596]
postmaster-signature: T. F. WINSTANLEY, Postmaster. [68,2032,154,2057]
addressee-name [86,1263,155,1276]
addressee-name: Coleman, Michael (2) [13,1758,62,1782]
column-4 [480,36,640,2280]
addressee-name: Beveridge, David [13,1732,59,1757]
addressee-name: Straub, Luigi [85,1980,141,1992]
rochfort-list [13,1918,154,1994]
letter-heading: S [80,1641,87,1654]
addressee-name [86,1165,155,1190]
letter-name-grid [13,1530,154,1555]
addressee-name: Turnbull, William [85,1858,125,1883]
